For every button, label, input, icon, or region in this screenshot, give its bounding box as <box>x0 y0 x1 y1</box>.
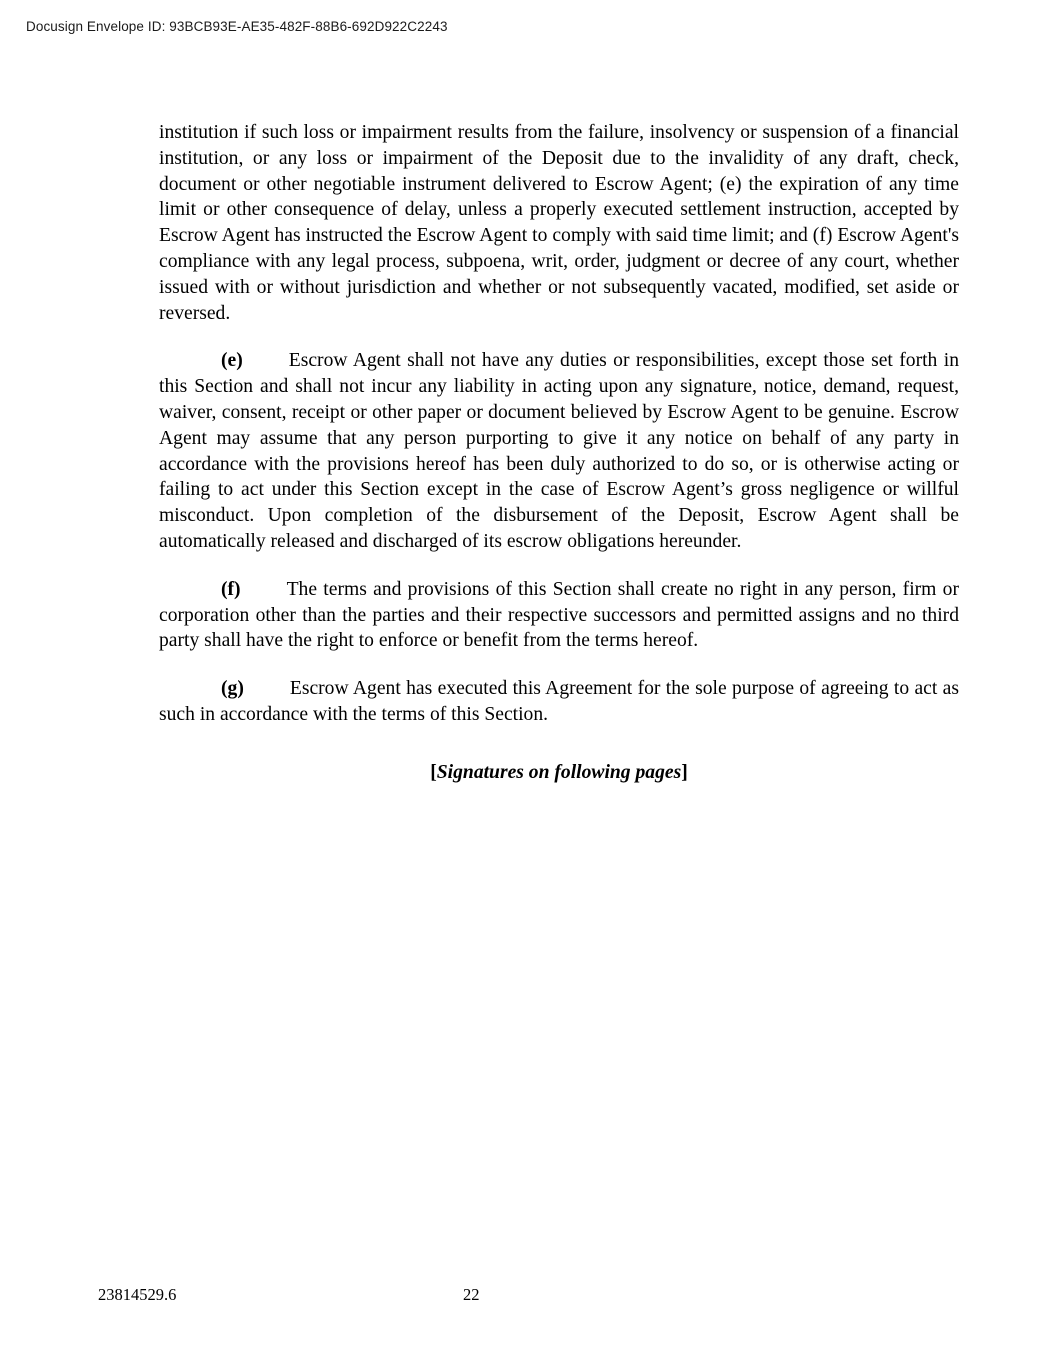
clause-f-label: (f) <box>221 578 241 600</box>
document-body <box>159 120 959 786</box>
document-number: 23814529.6 <box>98 1285 177 1304</box>
page-number: 22 <box>463 1285 480 1304</box>
clause-e-text: Escrow Agent shall not have any duties or responsibilities, except those set forth in this Section and shall not incur any liability in acting upon any signature, notice, demand, request, waiver, consent, receipt or other paper or document believed by Escrow Agent to be genuine. Escrow Agent may assume that any person purporting to give it any notice on behalf of any party in accordance with the provisions hereof has been duly authorized to do so, or is otherwise acting or failing to act under this Section except in the case of Escrow Agent’s gross negligence or willful misconduct. Upon completion of the disbursement of the Deposit, Escrow Agent shall be automatically released and discharged of its escrow obligations hereunder. <box>159 350 959 552</box>
clause-g-label: (g) <box>221 678 244 700</box>
clause-e <box>159 348 959 554</box>
clause-e-label: (e) <box>221 350 243 372</box>
clause-f <box>159 577 959 654</box>
clause-g <box>159 676 959 728</box>
docusign-envelope-id: Docusign Envelope ID: 93BCB93E-AE35-482F-88B6-692D922C2243 <box>26 19 448 34</box>
paragraph-continued-text: institution if such loss or impairment results from the failure, insolvency or suspension of a financial institution, or any loss or impairment of the Deposit due to the invalidity of any draft, check, document or other negotiable instrument delivered to Escrow Agent; (e) the expiration of any time limit or other consequence of delay, unless a properly executed settlement instruction, accepted by Escrow Agent has instructed the Escrow Agent to comply with said time limit; and (f) Escrow Agent's compliance with any legal process, subpoena, writ, order, judgment or decree of any court, whether issued with or without jurisdiction and whether or not subsequently vacated, modified, set aside or reversed. <box>159 122 959 324</box>
signature-note-open-bracket: [ <box>430 761 437 783</box>
clause-g-text: Escrow Agent has executed this Agreement for the sole purpose of agreeing to act as such in accordance with the terms of this Section. <box>159 678 959 725</box>
paragraph-continued <box>159 120 959 326</box>
clause-f-text: The terms and provisions of this Section shall create no right in any person, firm or corporation other than the parties and their respective successors and permitted assigns and no third party shall have the right to enforce or benefit from the terms hereof. <box>159 578 959 652</box>
signature-note-text: Signatures on following pages <box>436 761 682 783</box>
signature-note-close-bracket: ] <box>681 761 688 783</box>
page-footer <box>0 1285 1055 1305</box>
signature-note <box>159 760 959 786</box>
